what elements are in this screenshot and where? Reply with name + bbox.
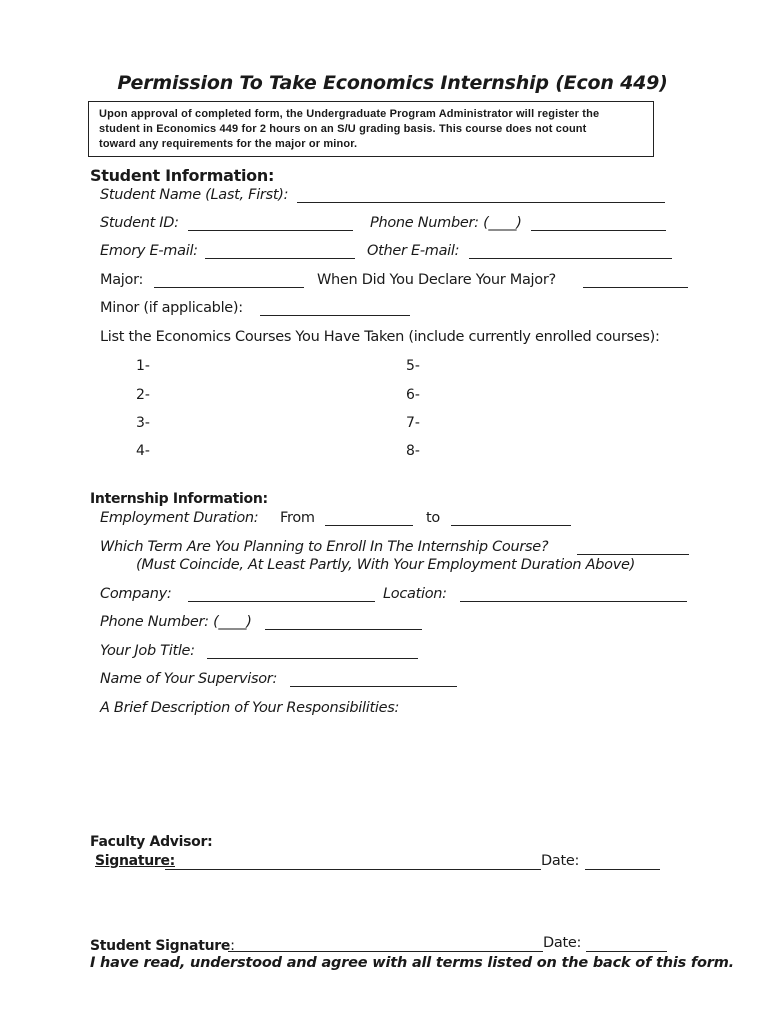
notice-line: Upon approval of completed form, the Undergraduate Program Administrator will register the [99,108,600,120]
responsibilities-area[interactable] [100,722,690,822]
supervisor-label: Name of Your Supervisor: [100,671,278,687]
course-item: 6- [406,387,420,403]
job-title-label: Your Job Title: [100,643,195,659]
emory-email-field[interactable] [205,258,355,259]
job-title-field[interactable] [207,658,418,659]
course-item: 5- [406,358,420,374]
location-field[interactable] [460,601,687,602]
student-date-label: Date: [543,935,582,951]
term-field[interactable] [577,554,689,555]
course-item: 8- [406,443,420,459]
supervisor-field[interactable] [290,686,457,687]
agreement-statement: I have read, understood and agree with all terms listed on the back of this form. [90,955,734,971]
notice-box [88,101,654,157]
student-signature-label-group [90,935,235,954]
emory-email-label: Emory E-mail: [100,243,198,259]
student-phone-field[interactable] [531,230,666,231]
minor-field[interactable] [260,315,410,316]
term-note: (Must Coincide, At Least Partly, With Your Employment Duration Above) [136,557,635,573]
form-title: Permission To Take Economics Internship (Econ 449) [117,72,668,94]
faculty-advisor-heading: Faculty Advisor: [90,834,213,850]
duration-to-field[interactable] [451,525,571,526]
minor-label: Minor (if applicable): [100,300,243,316]
student-date-field[interactable] [586,951,667,952]
course-item: 7- [406,415,420,431]
student-name-field[interactable] [297,202,665,203]
faculty-date-field[interactable] [585,869,660,870]
declare-major-field[interactable] [583,287,688,288]
student-signature-colon: : [230,938,235,954]
other-email-label: Other E-mail: [367,243,460,259]
company-field[interactable] [188,601,375,602]
from-label: From [280,510,315,526]
declare-major-label: When Did You Declare Your Major? [317,272,556,288]
duration-from-field[interactable] [325,525,413,526]
responsibilities-label: A Brief Description of Your Responsibilities: [100,700,400,716]
student-id-label: Student ID: [100,215,179,231]
major-label: Major: [100,272,144,288]
to-label: to [426,510,440,526]
notice-line: student in Economics 449 for 2 hours on an S/U grading basis. This course does not count [99,123,587,135]
company-phone-label: Phone Number: (____) [100,614,252,630]
internship-info-heading: Internship Information: [90,491,268,507]
course-item: 3- [136,415,150,431]
major-field[interactable] [154,287,304,288]
company-label: Company: [100,586,172,602]
location-label: Location: [383,586,447,602]
student-signature-field[interactable] [228,951,543,952]
student-id-field[interactable] [188,230,353,231]
faculty-signature-field[interactable] [165,869,541,870]
faculty-date-label: Date: [541,853,580,869]
term-label: Which Term Are You Planning to Enroll In The Internship Course? [100,539,549,555]
faculty-signature-label: Signature: [95,853,175,869]
duration-label: Employment Duration: [100,510,259,526]
course-item: 4- [136,443,150,459]
student-info-heading: Student Information: [90,166,275,185]
notice-line: toward any requirements for the major or minor. [99,138,358,150]
student-phone-label: Phone Number: (____) [370,215,522,231]
courses-label: List the Economics Courses You Have Taken (include currently enrolled courses): [100,329,660,345]
company-phone-field[interactable] [265,629,422,630]
other-email-field[interactable] [469,258,672,259]
student-signature-label: Student Signature [90,938,231,954]
course-item: 2- [136,387,150,403]
course-item: 1- [136,358,150,374]
student-name-label: Student Name (Last, First): [100,187,289,203]
